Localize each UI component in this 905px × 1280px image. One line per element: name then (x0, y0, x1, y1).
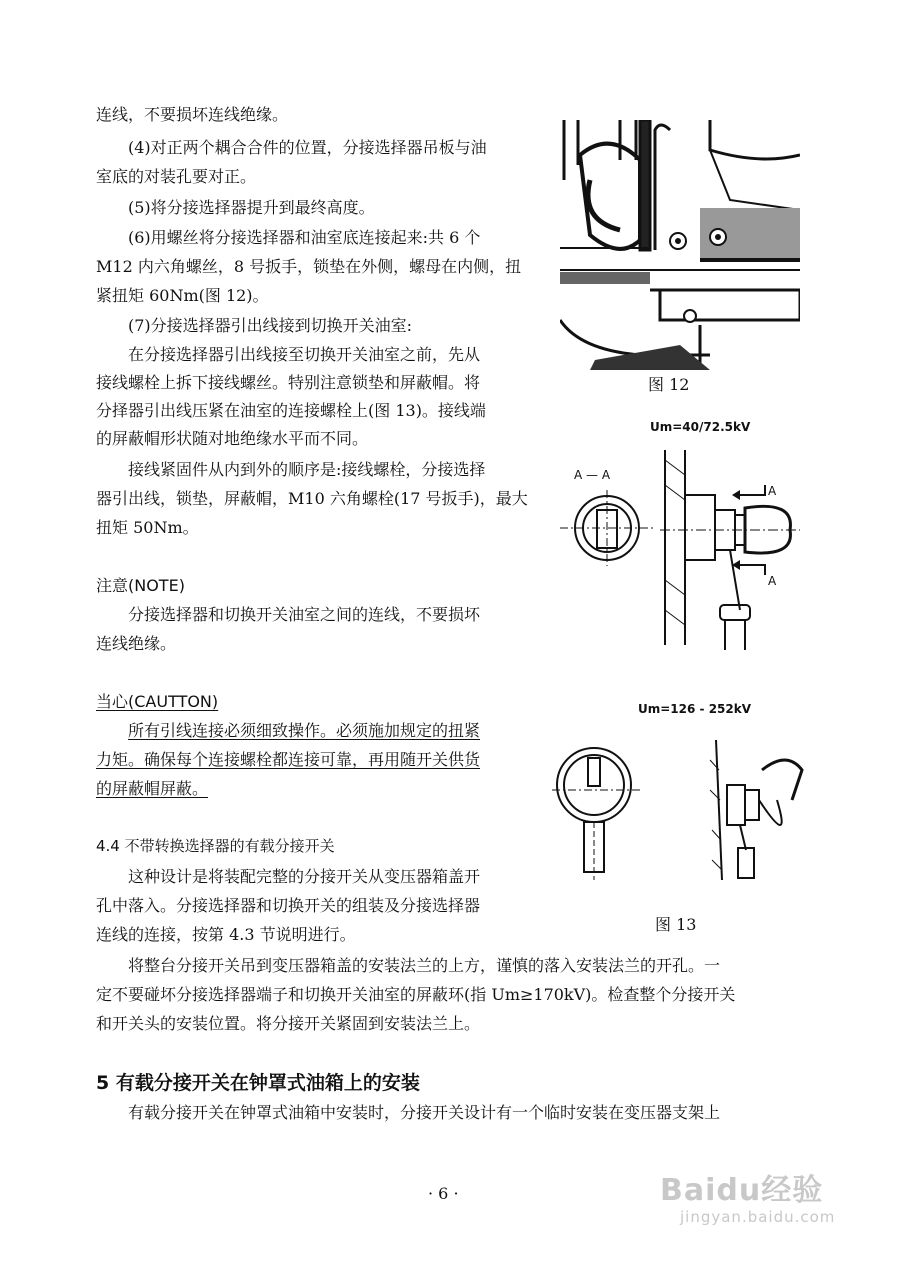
figure-12-photo (560, 120, 800, 370)
body-line: 扭矩 50Nm。 (96, 518, 199, 537)
caution-line: 力矩。确保每个连接螺栓都连接可靠，再用随开关供货 (96, 750, 481, 769)
watermark-url: jingyan.baidu.com (680, 1208, 836, 1226)
figure-12-caption: 图 12 (648, 375, 690, 394)
caution-line: 的屏蔽帽屏蔽。 (96, 779, 209, 798)
body-line: M12 内六角螺丝，8 号扳手，锁垫在外侧，螺母在内侧，扭 (96, 257, 522, 276)
body-line: 孔中落入。分接选择器和切换开关的组装及分接选择器 (96, 896, 481, 915)
body-line: 和开关头的安装位置。将分接开关紧固到安装法兰上。 (96, 1014, 481, 1033)
figure-13-caption: 图 13 (655, 915, 697, 934)
body-line: 室底的对装孔要对正。 (96, 167, 257, 186)
body-line: 连线，不要损坏连线绝缘。 (96, 105, 289, 124)
fig13-top-label: Um=40/72.5kV (650, 420, 751, 434)
body-line: 接线螺栓上拆下接线螺丝。特别注意锁垫和屏蔽帽。将 (96, 373, 481, 392)
caution-title: 当心(CAUTTON) (96, 692, 219, 711)
body-line: 紧扭矩 60Nm(图 12)。 (96, 286, 269, 305)
body-line: 有载分接开关在钟罩式油箱中安装时，分接开关设计有一个临时安装在变压器支架上 (128, 1103, 721, 1122)
figure-13-bottom-drawing (552, 730, 812, 890)
body-line: (5)将分接选择器提升到最终高度。 (128, 198, 375, 217)
note-line: 连线绝缘。 (96, 634, 177, 653)
body-line: (4)对正两个耦合合件的位置，分接选择器吊板与油 (128, 138, 487, 157)
arrow-label-bottom: A (768, 574, 777, 588)
body-line: (6)用螺丝将分接选择器和油室底连接起来:共 6 个 (128, 228, 481, 247)
fig13-bottom-label: Um=126 - 252kV (638, 702, 752, 716)
arrow-label-top: A (768, 484, 777, 498)
caution-line: 所有引线连接必须细致操作。必须施加规定的扭紧 (128, 721, 481, 740)
figure-13-top-drawing (560, 440, 810, 660)
body-line: 分择器引出线压紧在油室的连接螺栓上(图 13)。接线端 (96, 401, 486, 420)
body-line: 器引出线，锁垫，屏蔽帽，M10 六角螺栓(17 号扳手)，最大 (96, 489, 528, 508)
body-line: 的屏蔽帽形状随对地绝缘水平而不同。 (96, 429, 369, 448)
body-line: (7)分接选择器引出线接到切换开关油室: (128, 316, 413, 335)
body-line: 接线紧固件从内到外的顺序是:接线螺栓，分接选择 (128, 460, 486, 479)
body-line: 这种设计是将装配完整的分接开关从变压器箱盖开 (128, 867, 481, 886)
watermark-logo: Baidu经验 (660, 1173, 824, 1208)
body-line: 在分接选择器引出线接至切换开关油室之前，先从 (128, 345, 481, 364)
section-label: A — A (574, 468, 611, 482)
body-line: 连线的连接，按第 4.3 节说明进行。 (96, 925, 356, 944)
section-5-heading: 5 有载分接开关在钟罩式油箱上的安装 (96, 1072, 420, 1094)
section-4-4-heading: 4.4 不带转换选择器的有载分接开关 (96, 837, 335, 855)
body-line: 将整台分接开关吊到变压器箱盖的安装法兰的上方，谨慎的落入安装法兰的开孔。一 (128, 956, 721, 975)
note-title: 注意(NOTE) (96, 576, 185, 595)
body-line: 定不要碰坏分接选择器端子和切换开关油室的屏蔽环(指 Um≥170kV)。检查整个分接开关 (96, 985, 736, 1004)
page-number: · 6 · (428, 1184, 459, 1203)
note-line: 分接选择器和切换开关油室之间的连线，不要损坏 (128, 605, 481, 624)
